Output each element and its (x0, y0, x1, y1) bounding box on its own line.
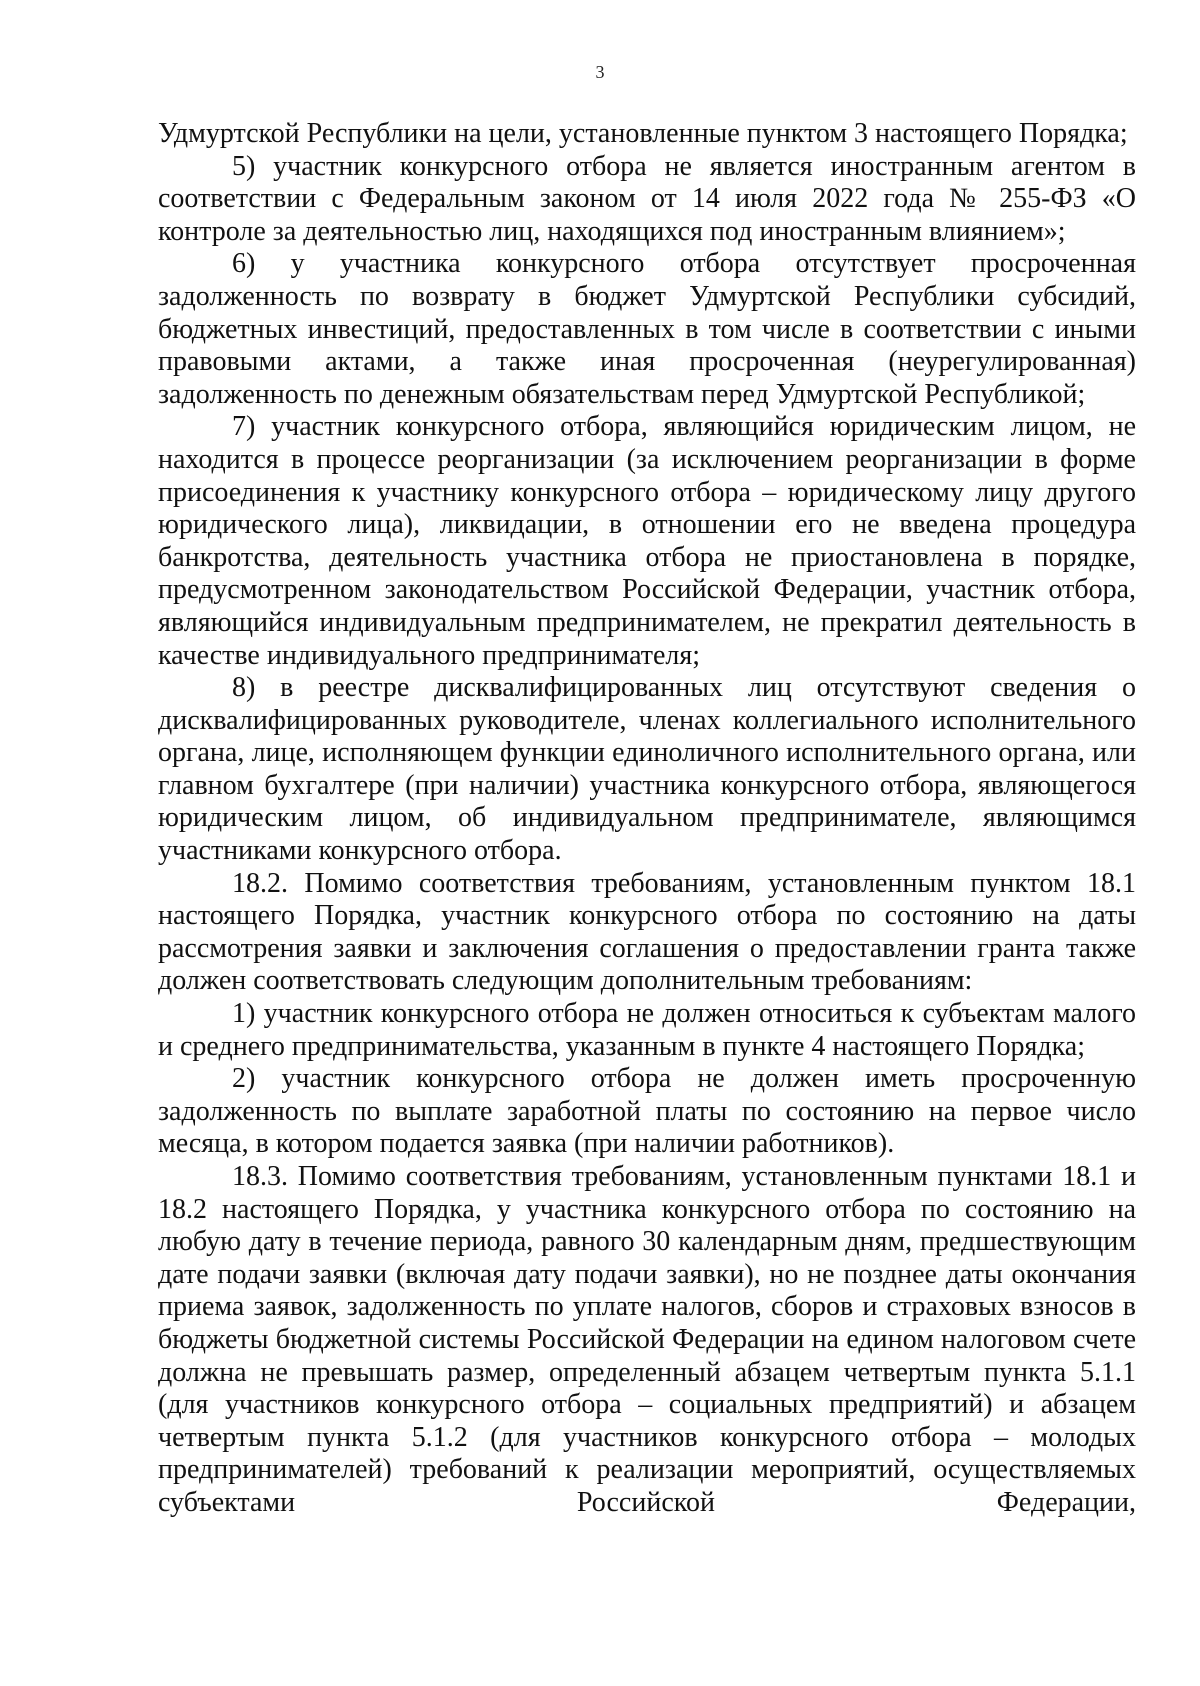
paragraph-item-5: 5) участник конкурсного отбора не является иностранным агентом в соответствии с Федеральным законом от 14 июля 2022 года № 255-ФЗ «О контроле за деятельностью лиц, находящихся под иностранным влиянием»; (158, 150, 1136, 247)
paragraph-18-2: 18.2. Помимо соответствия требованиям, установленным пунктом 18.1 настоящего Порядка, участник конкурсного отбора по состоянию на даты рассмотрения заявки и заключения соглашения о предоставлении гранта также должен соответствовать следующим дополнительным требованиям: (158, 867, 1136, 997)
paragraph-18-2-item-1: 1) участник конкурсного отбора не должен относиться к субъектам малого и среднего предпринимательства, указанным в пункте 4 настоящего Порядка; (158, 998, 1136, 1062)
document-body (158, 118, 1136, 1520)
paragraph-continuation: Удмуртской Республики на цели, установленные пунктом 3 настоящего Порядка; (158, 118, 1128, 149)
paragraph-item-6: 6) у участника конкурсного отбора отсутствует просроченная задолженность по возврату в бюджет Удмуртской Республики субсидий, бюджетных инвестиций, предоставленных в том числе в соответствии с иными правовыми актами, а также иная просроченная (неурегулированная) задолженность по денежным обязательствам перед Удмуртской Республикой; (158, 248, 1136, 410)
paragraph-item-7: 7) участник конкурсного отбора, являющийся юридическим лицом, не находится в процессе реорганизации (за исключением реорганизации в форме присоединения к участнику конкурсного отбора – юридическому лицу другого юридического лица), ликвидации, в отношении его не введена процедура банкротства, деятельность участника отбора не приостановлена в порядке, предусмотренном законодательством Российской Федерации, участник отбора, являющийся индивидуальным предпринимателем, не прекратил деятельность в качестве индивидуального предпринимателя; (158, 411, 1136, 671)
page-number: 3 (595, 62, 605, 82)
paragraph-item-8: 8) в реестре дисквалифицированных лиц отсутствуют сведения о дисквалифицированных руководителе, членах коллегиального исполнительного органа, лице, исполняющем функции единоличного исполнительного органа, или главном бухгалтере (при наличии) участника конкурсного отбора, являющегося юридическим лицом, об индивидуальном предпринимателе, являющимся участниками конкурсного отбора. (158, 672, 1136, 867)
paragraph-18-3: 18.3. Помимо соответствия требованиям, установленным пунктами 18.1 и 18.2 настоящего Порядка, у участника конкурсного отбора по состоянию на любую дату в течение периода, равного 30 календарным дням, предшествующим дате подачи заявки (включая дату подачи заявки), но не позднее даты окончания приема заявок, задолженность по уплате налогов, сборов и страховых взносов в бюджеты бюджетной системы Российской Федерации на едином налоговом счете должна не превышать размер, определенный абзацем четвертым пункта 5.1.1 (для участников конкурсного отбора – социальных предприятий) и абзацем четвертым пункта 5.1.2 (для участников конкурсного отбора – молодых предпринимателей) требований к реализации мероприятий, осуществляемых субъектами Российской Федерации, (158, 1161, 1136, 1518)
paragraph-18-2-item-2: 2) участник конкурсного отбора не должен иметь просроченную задолженность по выплате заработной платы по состоянию на первое число месяца, в котором подается заявка (при наличии работников). (158, 1063, 1136, 1160)
